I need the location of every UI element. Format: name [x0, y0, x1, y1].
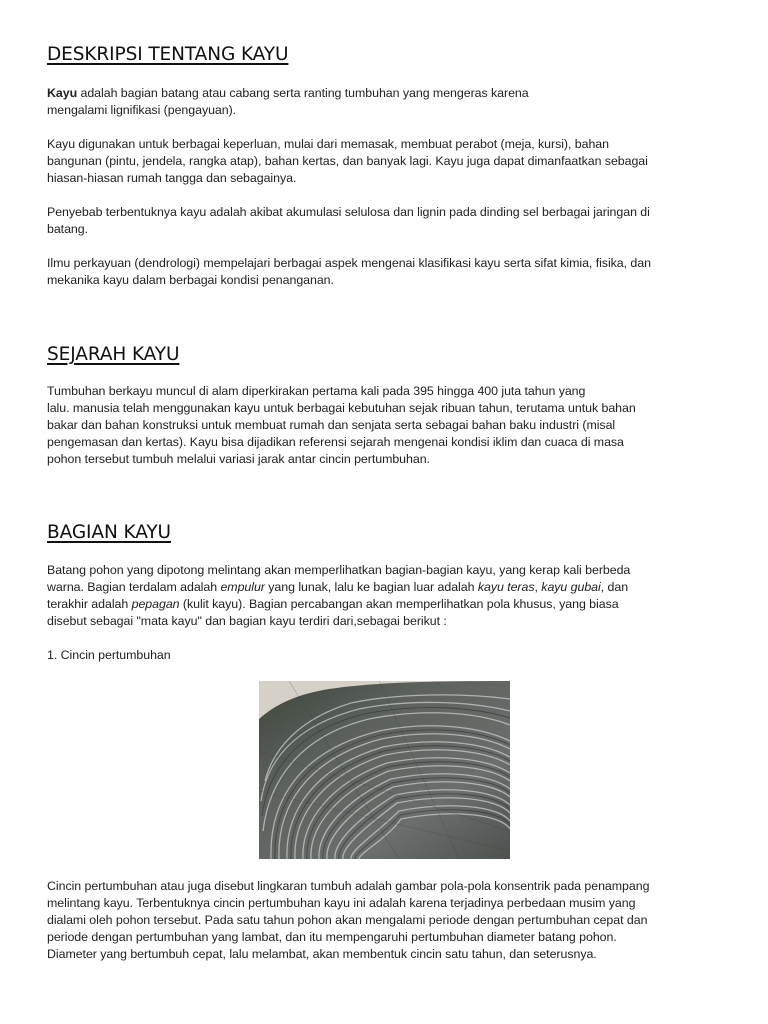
tree-rings-image-icon: [259, 681, 510, 859]
italic-term-empulur: empulur: [220, 580, 265, 594]
heading-bagian-kayu: BAGIAN KAYU: [47, 522, 171, 543]
heading-sejarah-kayu: SEJARAH KAYU: [47, 344, 180, 365]
italic-term-kayu-gubai: kayu gubai: [541, 580, 601, 594]
paragraph-kayu-uses: Kayu digunakan untuk berbagai keperluan, mulai dari memasak, membuat perabot (meja, kursi), bahan bangunan (pintu, jendela, rangka atap), bahan kertas, dan banyak lagi. Kayu juga dapat dimanfaatkan sebagai hiasan-hiasan rumah tangga dan sebagainya.: [47, 137, 648, 185]
italic-term-pepagan: pepagan: [131, 597, 180, 611]
paragraph-kayu-definition: Kayu adalah bagian batang atau cabang serta ranting tumbuhan yang mengeras karena mengalami lignifikasi (pengayuan).: [47, 86, 529, 117]
paragraph-dendrologi: Ilmu perkayuan (dendrologi) mempelajari berbagai aspek mengenai klasifikasi kayu serta sifat kimia, fisika, dan mekanika kayu dalam berbagai kondisi penanganan.: [47, 256, 651, 287]
growth-rings-photo: [259, 681, 510, 859]
bold-term-kayu: Kayu: [47, 86, 78, 100]
heading-deskripsi-tentang-kayu: DESKRIPSI TENTANG KAYU: [47, 44, 289, 65]
italic-term-kayu-teras: kayu teras: [477, 580, 535, 594]
paragraph-bagian-intro: Batang pohon yang dipotong melintang akan memperlihatkan bagian-bagian kayu, yang kerap kali berbeda warna. Bagian terdalam adalah empulur yang lunak, lalu ke bagian luar adalah kayu teras, kayu gubai, dan terakhir adalah pepagan (kulit kayu). Bagian percabangan akan memperlihatkan pola khusus, yang biasa disebut sebagai "mata kayu" dan bagian kayu terdiri dari,sebagai berikut :: [47, 563, 631, 628]
paragraph-kayu-formation: Penyebab terbentuknya kayu adalah akibat akumulasi selulosa dan lignin pada dinding sel berbagai jaringan di batang.: [47, 205, 650, 236]
paragraph-sejarah: Tumbuhan berkayu muncul di alam diperkirakan pertama kali pada 395 hingga 400 juta tahun yang lalu. manusia telah menggunakan kayu untuk berbagai kebutuhan sejak ribuan tahun, terutama untuk bahan bakar dan bahan konstruksi untuk membuat rumah dan senjata serta sebagai bahan baku industri (misal pengemasan dan kertas). Kayu bisa dijadikan referensi sejarah mengenai kondisi iklim dan cuaca di masa pohon tersebut tumbuh melalui variasi jarak antar cincin pertumbuhan.: [47, 384, 636, 466]
list-item-cincin-pertumbuhan: 1. Cincin pertumbuhan: [47, 648, 171, 662]
paragraph-cincin-pertumbuhan: Cincin pertumbuhan atau juga disebut lingkaran tumbuh adalah gambar pola-pola konsentrik pada penampang melintang kayu. Terbentuknya cincin pertumbuhan kayu ini adalah karena terjadinya perbedaan musim yang dialami oleh pohon tersebut. Pada satu tahun pohon akan mengalami periode dengan pertumbuhan cepat dan periode dengan pertumbuhan yang lambat, dan itu mempengaruhi pertumbuhan diameter batang pohon. Diameter yang bertumbuh cepat, lalu melambat, akan membentuk cincin satu tahun, dan seterusnya.: [47, 879, 650, 961]
